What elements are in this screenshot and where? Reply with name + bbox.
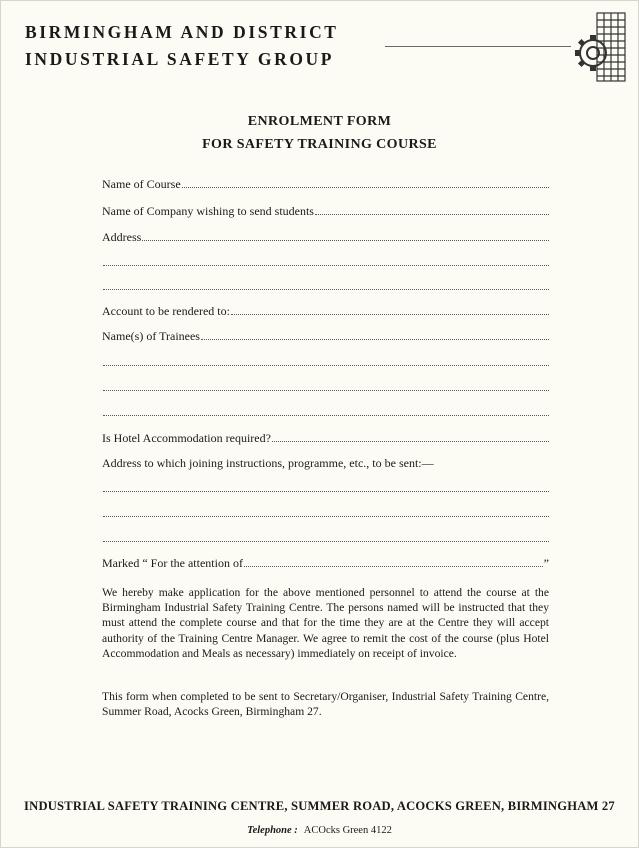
telephone-number: ACOcks Green 4122 <box>303 825 392 836</box>
footer-telephone <box>1 825 638 836</box>
trainees-line-3[interactable] <box>102 378 549 394</box>
attention-close-quote: ” <box>543 556 549 570</box>
course-name-label: Name of Course <box>102 177 181 191</box>
joining-address-line-1[interactable] <box>102 479 549 495</box>
attention-field[interactable] <box>102 554 549 570</box>
course-name-field[interactable] <box>102 175 549 191</box>
telephone-label: Telephone : <box>247 825 298 836</box>
address-label: Address <box>102 230 142 244</box>
hotel-accommodation-label: Is Hotel Accommodation required? <box>102 431 271 445</box>
org-name-line2: INDUSTRIAL SAFETY GROUP <box>25 49 335 69</box>
trainees-line-2[interactable] <box>102 353 549 369</box>
company-name-field[interactable] <box>102 202 549 218</box>
address-line-3[interactable] <box>102 277 549 293</box>
joining-instructions-label: Address to which joining instructions, programme, etc., to be sent:— <box>102 456 434 470</box>
joining-address-line-3[interactable] <box>102 529 549 545</box>
form-subtitle: FOR SAFETY TRAINING COURSE <box>202 137 437 152</box>
gear-grid-logo-icon <box>573 9 629 85</box>
address-line-2[interactable] <box>102 253 549 269</box>
trainees-label: Name(s) of Trainees <box>102 329 200 343</box>
submission-paragraph: This form when completed to be sent to Secretary/Organiser, Industrial Safety Training Centre, Summer Road, Acocks Green, Birmingham 27. <box>102 690 549 719</box>
account-label: Account to be rendered to: <box>102 304 230 318</box>
company-name-label: Name of Company wishing to send students <box>102 204 314 218</box>
footer-address: INDUSTRIAL SAFETY TRAINING CENTRE, SUMMER ROAD, ACOCKS GREEN, BIRMINGHAM 27 <box>24 799 615 813</box>
attention-label: Marked “ For the attention of <box>102 556 243 570</box>
org-name-line1: BIRMINGHAM AND DISTRICT <box>25 22 339 42</box>
joining-instructions-heading <box>102 454 549 470</box>
header-rule <box>385 46 571 47</box>
form-title: ENROLMENT FORM <box>247 114 392 129</box>
trainees-field[interactable] <box>102 327 549 343</box>
trainees-line-4[interactable] <box>102 403 549 419</box>
account-field[interactable] <box>102 302 549 318</box>
hotel-accommodation-field[interactable] <box>102 429 549 445</box>
address-field[interactable] <box>102 228 549 244</box>
joining-address-line-2[interactable] <box>102 504 549 520</box>
application-paragraph: We hereby make application for the above mentioned personnel to attend the course at the Birmingham Industrial Safety Training Centre. The persons named will be instructed that they must attend the complete course and that for the time they are at the Centre they will accept authority of the Training Centre Manager. We agree to remit the cost of the course (plus Hotel Accommodation and Meals as necessary) immediately on receipt of invoice. <box>102 586 549 660</box>
